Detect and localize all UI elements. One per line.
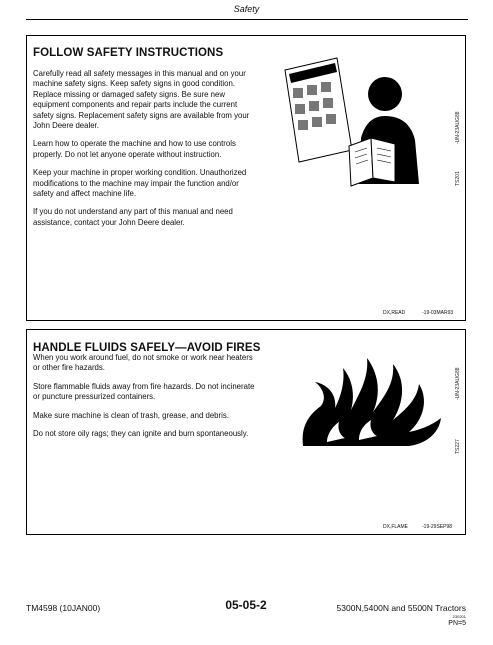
paragraph: Store flammable fluids away from fire hazards. Do not incinerate or puncture pressurized containers.: [33, 381, 255, 402]
section-handle-fluids-safely: [26, 329, 466, 535]
figure-code: TS227: [455, 439, 461, 454]
paragraph: Make sure machine is clean of trash, grease, and debris.: [33, 410, 229, 420]
section-body: [33, 69, 255, 236]
manual-number: TM4598 (10JAN00): [26, 603, 101, 613]
section-title: HANDLE FLUIDS SAFELY—AVOID FIRES: [33, 342, 261, 354]
footer-date: -19-03MAR93: [422, 310, 454, 316]
paragraph: When you work around fuel, do not smoke or work near heaters or other fire hazards.: [33, 353, 253, 373]
tractor-models: 5300N,5400N and 5500N Tractors: [336, 603, 466, 613]
paragraph: Do not store oily rags; they can ignite and burn spontaneously.: [33, 429, 249, 439]
section-title: FOLLOW SAFETY INSTRUCTIONS: [33, 47, 224, 59]
paragraph: Carefully read all safety messages in this manual and on your machine safety signs. Keep safety signs in good condition. Replace missing or damaged safety signs. Be sure new equipment components and repair parts include the current safety signs. Replacement safety signs are available from your John Deere dealer.: [33, 69, 250, 131]
section-follow-safety-instructions: [26, 35, 466, 321]
paragraph: Keep your machine in proper working condition. Unauthorized modifications to the machine may impair the function and/or safety and affect machine life.: [33, 168, 247, 199]
page-header: Safety: [233, 4, 260, 14]
pn-number: PN=5: [448, 620, 466, 627]
footer-code: DX,FLAME: [383, 524, 409, 530]
flame-icon: [297, 338, 447, 448]
figure-date-code: -UN-23AUG88: [455, 367, 461, 400]
header-rule: [26, 19, 468, 20]
page-number: 05-05-2: [225, 598, 267, 612]
figure-code: TS201: [455, 171, 461, 186]
footer-code: DX,READ: [383, 310, 406, 316]
paragraph: If you do not understand any part of this manual and need assistance, contact your John Deere dealer.: [33, 207, 233, 227]
figure-date-code: -UN-23AUG88: [455, 111, 461, 144]
print-code: 230201: [452, 614, 466, 619]
footer-date: -19-29SEP98: [422, 524, 453, 530]
section-body: [33, 353, 255, 447]
paragraph: Learn how to operate the machine and how to use controls properly. Do not let anyone operate without instruction.: [33, 139, 236, 159]
person-reading-manual-illustration: [277, 50, 447, 190]
